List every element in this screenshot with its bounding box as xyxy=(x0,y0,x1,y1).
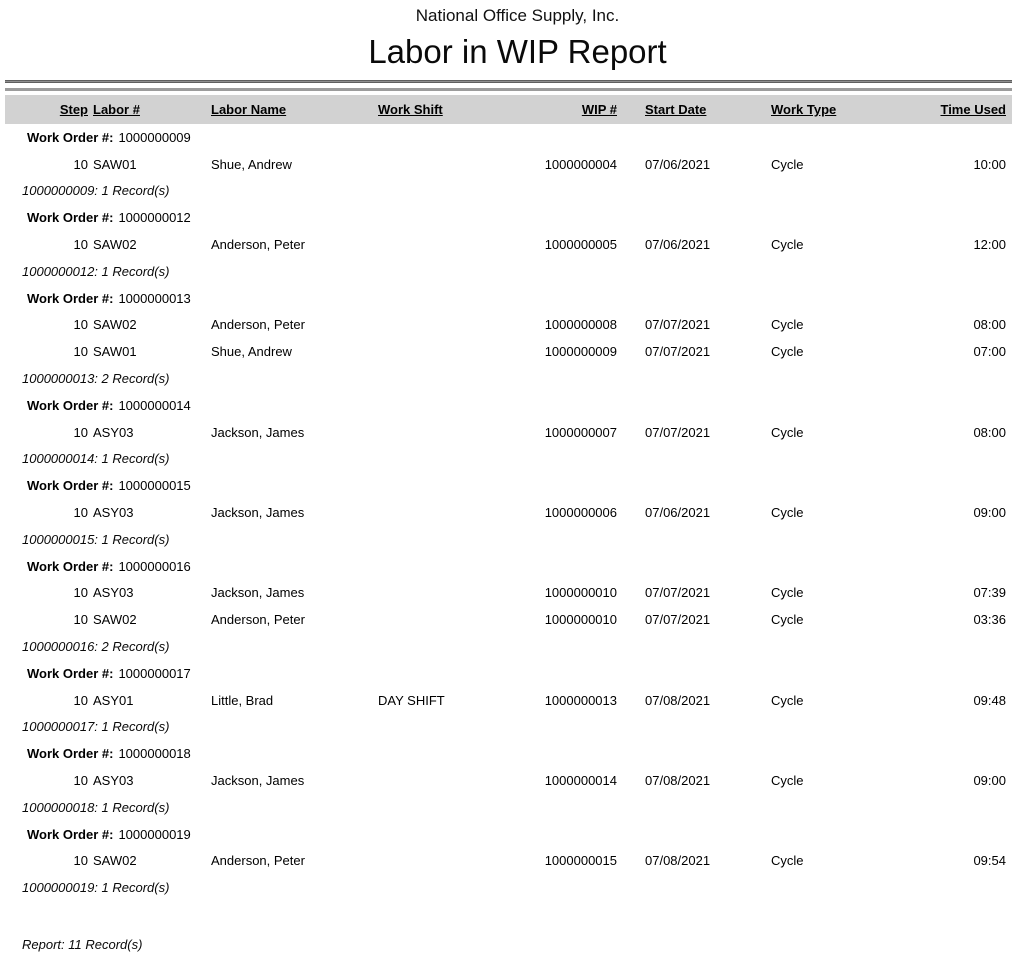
table-row xyxy=(5,848,1012,875)
cell-time-used: 12:00 xyxy=(973,237,1006,253)
cell-wip-no: 1000000013 xyxy=(544,692,617,708)
cell-step: 10 xyxy=(73,156,88,172)
work-order-label: Work Order #: xyxy=(27,478,114,494)
cell-labor-name: Jackson, James xyxy=(211,505,305,521)
work-order-number: 1000000015 xyxy=(118,478,191,494)
work-order-group-header xyxy=(5,204,1012,231)
cell-start-date: 07/07/2021 xyxy=(645,317,711,333)
cell-time-used: 03:36 xyxy=(973,612,1006,628)
group-record-count: 1000000012: 1 Record(s) xyxy=(22,263,170,279)
cell-time-used: 10:00 xyxy=(973,156,1006,172)
table-row xyxy=(5,606,1012,633)
cell-work-type: Cycle xyxy=(771,692,804,708)
work-order-number: 1000000018 xyxy=(118,746,191,762)
cell-work-shift: DAY SHIFT xyxy=(378,692,445,708)
cell-labor-name: Anderson, Peter xyxy=(211,237,305,253)
page-title: Labor in WIP Report xyxy=(368,33,667,70)
cell-wip-no: 1000000007 xyxy=(544,424,617,440)
cell-time-used: 08:00 xyxy=(973,424,1006,440)
cell-time-used: 07:00 xyxy=(973,344,1006,360)
group-record-count: 1000000009: 1 Record(s) xyxy=(22,183,170,199)
cell-labor-no: SAW02 xyxy=(93,612,137,628)
table-row xyxy=(5,338,1012,365)
cell-work-type: Cycle xyxy=(771,773,804,789)
table-row xyxy=(5,687,1012,714)
cell-labor-name: Anderson, Peter xyxy=(211,317,305,333)
work-order-group-header xyxy=(5,124,1012,151)
cell-step: 10 xyxy=(73,317,88,333)
group-record-count: 1000000018: 1 Record(s) xyxy=(22,799,170,815)
table-row xyxy=(5,419,1012,446)
column-header-labor-name: Labor Name xyxy=(211,102,287,117)
work-order-number: 1000000019 xyxy=(118,826,191,842)
cell-work-type: Cycle xyxy=(771,585,804,601)
cell-labor-no: SAW02 xyxy=(93,237,137,253)
divider-thin-line xyxy=(5,88,1012,91)
cell-wip-no: 1000000010 xyxy=(544,612,617,628)
cell-step: 10 xyxy=(73,237,88,253)
cell-time-used: 09:48 xyxy=(973,692,1006,708)
cell-labor-no: ASY01 xyxy=(93,692,134,708)
cell-work-type: Cycle xyxy=(771,344,804,360)
work-order-number: 1000000009 xyxy=(118,129,191,145)
group-record-count: 1000000016: 2 Record(s) xyxy=(22,639,170,655)
table-row xyxy=(5,151,1012,178)
cell-labor-name: Jackson, James xyxy=(211,773,305,789)
cell-labor-no: ASY03 xyxy=(93,424,134,440)
work-order-label: Work Order #: xyxy=(27,558,114,574)
cell-wip-no: 1000000006 xyxy=(544,505,617,521)
cell-start-date: 07/07/2021 xyxy=(645,344,711,360)
cell-step: 10 xyxy=(73,853,88,869)
work-order-label: Work Order #: xyxy=(27,826,114,842)
work-order-group-header xyxy=(5,472,1012,499)
cell-labor-no: SAW01 xyxy=(93,344,137,360)
table-row xyxy=(5,231,1012,258)
group-record-count: 1000000014: 1 Record(s) xyxy=(22,451,170,467)
cell-step: 10 xyxy=(73,612,88,628)
work-order-label: Work Order #: xyxy=(27,210,114,226)
column-header-work-type: Work Type xyxy=(771,102,837,117)
cell-step: 10 xyxy=(73,424,88,440)
cell-labor-name: Shue, Andrew xyxy=(211,156,292,172)
cell-step: 10 xyxy=(73,344,88,360)
column-header-labor-no: Labor # xyxy=(93,102,140,117)
table-row xyxy=(5,312,1012,339)
cell-start-date: 07/08/2021 xyxy=(645,692,711,708)
work-order-group-header xyxy=(5,392,1012,419)
table-body xyxy=(5,124,1012,901)
cell-labor-name: Jackson, James xyxy=(211,585,305,601)
cell-work-type: Cycle xyxy=(771,853,804,869)
cell-work-type: Cycle xyxy=(771,156,804,172)
cell-labor-name: Anderson, Peter xyxy=(211,853,305,869)
cell-time-used: 09:54 xyxy=(973,853,1006,869)
work-order-group-header xyxy=(5,740,1012,767)
work-order-group-header xyxy=(5,660,1012,687)
cell-time-used: 09:00 xyxy=(973,505,1006,521)
cell-wip-no: 1000000014 xyxy=(544,773,617,789)
cell-labor-no: ASY03 xyxy=(93,505,134,521)
cell-wip-no: 1000000005 xyxy=(544,237,617,253)
cell-labor-no: SAW02 xyxy=(93,317,137,333)
cell-labor-no: ASY03 xyxy=(93,585,134,601)
cell-labor-no: ASY03 xyxy=(93,773,134,789)
group-record-count: 1000000019: 1 Record(s) xyxy=(22,880,170,896)
column-header-start-date: Start Date xyxy=(645,102,707,117)
cell-work-type: Cycle xyxy=(771,612,804,628)
cell-step: 10 xyxy=(73,585,88,601)
cell-step: 10 xyxy=(73,692,88,708)
cell-work-type: Cycle xyxy=(771,424,804,440)
group-record-count: 1000000015: 1 Record(s) xyxy=(22,531,170,547)
cell-step: 10 xyxy=(73,505,88,521)
cell-start-date: 07/07/2021 xyxy=(645,424,711,440)
company-name: National Office Supply, Inc. xyxy=(415,6,620,25)
column-header-wip-no: WIP # xyxy=(581,102,617,117)
cell-labor-no: SAW02 xyxy=(93,853,137,869)
cell-work-type: Cycle xyxy=(771,237,804,253)
table-header-row xyxy=(5,95,1012,124)
cell-start-date: 07/08/2021 xyxy=(645,773,711,789)
work-order-number: 1000000012 xyxy=(118,210,191,226)
cell-start-date: 07/06/2021 xyxy=(645,237,711,253)
cell-start-date: 07/07/2021 xyxy=(645,585,711,601)
work-order-number: 1000000014 xyxy=(118,397,191,413)
cell-wip-no: 1000000004 xyxy=(544,156,617,172)
work-order-number: 1000000017 xyxy=(118,665,191,681)
work-order-number: 1000000016 xyxy=(118,558,191,574)
cell-work-type: Cycle xyxy=(771,505,804,521)
work-order-group-header xyxy=(5,285,1012,312)
work-order-label: Work Order #: xyxy=(27,290,114,306)
cell-wip-no: 1000000009 xyxy=(544,344,617,360)
cell-labor-name: Anderson, Peter xyxy=(211,612,305,628)
divider-thick-line xyxy=(5,80,1012,83)
group-record-count: 1000000013: 2 Record(s) xyxy=(22,371,170,387)
cell-labor-no: SAW01 xyxy=(93,156,137,172)
column-header-work-shift: Work Shift xyxy=(378,102,443,117)
cell-step: 10 xyxy=(73,773,88,789)
cell-start-date: 07/07/2021 xyxy=(645,612,711,628)
work-order-group-header xyxy=(5,821,1012,848)
work-order-label: Work Order #: xyxy=(27,665,114,681)
work-order-label: Work Order #: xyxy=(27,746,114,762)
table-row xyxy=(5,499,1012,526)
cell-work-type: Cycle xyxy=(771,317,804,333)
column-header-step: Step xyxy=(59,102,88,117)
cell-labor-name: Little, Brad xyxy=(211,692,274,708)
work-order-label: Work Order #: xyxy=(27,397,114,413)
cell-start-date: 07/06/2021 xyxy=(645,156,711,172)
group-record-count: 1000000017: 1 Record(s) xyxy=(22,719,170,735)
work-order-label: Work Order #: xyxy=(27,129,114,145)
table-row xyxy=(5,580,1012,607)
cell-time-used: 07:39 xyxy=(973,585,1006,601)
labor-wip-table xyxy=(5,95,1012,901)
cell-start-date: 07/08/2021 xyxy=(645,853,711,869)
column-header-time-used: Time Used xyxy=(940,102,1006,117)
work-order-group-header xyxy=(5,553,1012,580)
table-row xyxy=(5,767,1012,794)
cell-wip-no: 1000000008 xyxy=(544,317,617,333)
cell-time-used: 08:00 xyxy=(973,317,1006,333)
report-footer: Report: 11 Record(s) xyxy=(22,937,143,953)
cell-labor-name: Jackson, James xyxy=(211,424,305,440)
cell-wip-no: 1000000010 xyxy=(544,585,617,601)
cell-wip-no: 1000000015 xyxy=(544,853,617,869)
cell-time-used: 09:00 xyxy=(973,773,1006,789)
title-divider xyxy=(5,80,1012,91)
work-order-number: 1000000013 xyxy=(118,290,191,306)
cell-start-date: 07/06/2021 xyxy=(645,505,711,521)
cell-labor-name: Shue, Andrew xyxy=(211,344,292,360)
